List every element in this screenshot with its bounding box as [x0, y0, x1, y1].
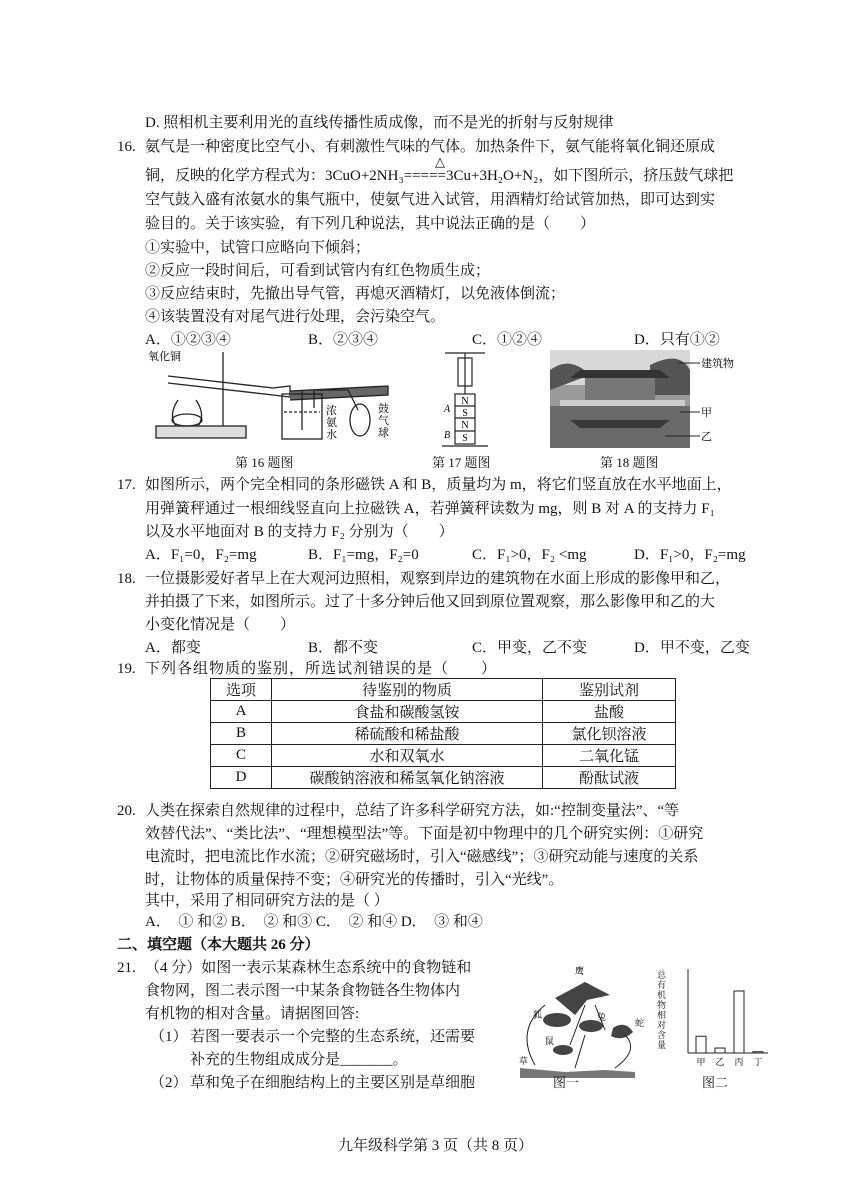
- table-header-cell: 选项: [211, 679, 272, 701]
- fig16-label-bulb-1: 鼓: [378, 403, 389, 415]
- bar-label-3: 丁: [753, 1057, 763, 1067]
- animal-rabbit: 兔: [597, 1012, 607, 1022]
- table-cell: 二氧化锰: [543, 745, 676, 767]
- magnet-pole-2: S: [462, 408, 468, 419]
- q17-line1: 如图所示，两个完全相同的条形磁铁 A 和 B，质量均为 m，将它们竖直放在水平地面上，: [145, 477, 732, 493]
- bar-label-2: 丙: [734, 1057, 744, 1067]
- q20-line2: 效替代法”、“类比法”、“理想模型法”等。下面是初中物理中的几个研究实例：①研究: [145, 826, 704, 842]
- table-cell: 水和双氧水: [272, 745, 543, 767]
- q16-statement-3: ③反应结束时，先撤出导气管，再熄灭酒精灯，以免液体倒流；: [145, 286, 566, 302]
- table-cell: B: [211, 723, 272, 745]
- table-row: [211, 723, 676, 745]
- q20-line3: 电流时，把电流比作水流；②研究磁场时，引入“磁感线”；③研究动能与速度的关系: [145, 849, 699, 865]
- figure-17-caption: 第 17 题图: [432, 455, 491, 470]
- q20-line1: 人类在探索自然规律的过程中，总结了许多科学研究方法，如:“控制变量法”、“等: [145, 803, 680, 819]
- animal-fox: 狐: [533, 1010, 543, 1020]
- figure-16-apparatus: [148, 350, 398, 450]
- q18-option-d: D．甲不变，乙变: [634, 640, 750, 656]
- fig18-label-yi: 乙: [701, 431, 712, 443]
- q16-option-b: B．②③④: [308, 332, 379, 348]
- table-cell: 酚酞试液: [543, 767, 676, 789]
- table-cell: C: [211, 745, 272, 767]
- q19-table: [210, 678, 676, 789]
- fig16-label-bulb-3: 球: [378, 427, 389, 439]
- q20-line4: 时，让物体的质量保持不变；④研究光的传播时，引入“光线”。: [145, 872, 564, 888]
- q16-option-c: C．①②④: [472, 332, 543, 348]
- plant-grass: 草: [519, 1056, 529, 1066]
- q18-line2: 并拍摄了下来，如图所示。过了十多分钟后他又回到原位置观察，那么影像甲和乙的大: [145, 594, 716, 610]
- q18-line3: 小变化情况是（ ）: [145, 617, 296, 633]
- table-cell: 氯化钡溶液: [543, 723, 676, 745]
- magnet-pole-1: N: [461, 396, 469, 407]
- q16-option-d: D．只有①②: [634, 332, 720, 348]
- q21-line2: 食物网，图二表示图一中某条食物链各生物体内: [145, 983, 461, 999]
- fig18-label-building: 建筑物: [701, 358, 734, 370]
- figure-21-food-web: [515, 960, 660, 1090]
- table-header-row: [211, 679, 676, 701]
- q16-statement-2: ②反应一段时间后，可看到试管内有红色物质生成；: [145, 263, 491, 279]
- q16-line1: 氨气是一种密度比空气小、有刺激性气味的气体。加热条件下，氨气能将氧化铜还原成: [145, 139, 716, 155]
- animal-snake: 蛇: [635, 1018, 645, 1028]
- q21-part2-num: （2）: [150, 1075, 188, 1091]
- q16-line4: 验目的。关于该实验，有下列几种说法，其中说法正确的是（ ）: [145, 216, 596, 232]
- fig16-label-copper-oxide: 氧化铜: [148, 351, 181, 363]
- q18-option-c: C．甲变，乙不变: [472, 640, 588, 656]
- bar-label-1: 乙: [715, 1057, 725, 1067]
- figure-16-caption: 第 16 题图: [235, 455, 294, 470]
- bar-2: [734, 991, 744, 1053]
- q21-part1-line2: 补充的生物组成成分是_______。: [190, 1052, 408, 1068]
- table-cell: D: [211, 767, 272, 789]
- fig16-label-bulb-2: 气: [378, 415, 389, 427]
- fig16-label-concentrated: 浓: [326, 405, 337, 417]
- q21-line3: 有机物的相对含量。请据图回答:: [145, 1006, 360, 1022]
- q17-line3: 以及水平地面对 B 的支持力 F₂ 分别为（ ）: [145, 524, 454, 540]
- figure-18-photo: [550, 350, 740, 450]
- magnet-pole-3: N: [461, 420, 469, 431]
- q16-number: 16.: [117, 139, 136, 155]
- fig21-2-caption: 图二: [702, 1075, 729, 1090]
- q17-line2: 用弹簧秤通过一根细线竖直向上拉磁铁 A，若弹簧秤读数为 mg，则 B 对 A 的支持力 F₁: [145, 501, 715, 517]
- q21-part1-line1: 若图一要表示一个完整的生态系统，还需要: [190, 1029, 476, 1045]
- magnet-pole-4: S: [462, 433, 468, 444]
- animal-mouse: 鼠: [545, 1036, 555, 1046]
- fig16-label-ammonia: 氨: [326, 417, 337, 429]
- q17-option-d: D．F₁>0，F₂=mg: [634, 547, 746, 563]
- q19-number: 19.: [117, 661, 136, 677]
- bar-label-0: 甲: [696, 1057, 706, 1067]
- q17-option-a: A．F₁=0，F₂=mg: [145, 547, 257, 563]
- figure-18-caption: 第 18 题图: [600, 455, 659, 470]
- animal-eagle: 鹰: [575, 966, 585, 976]
- q21-number: 21.: [117, 960, 136, 976]
- table-cell: 盐酸: [543, 701, 676, 723]
- magnet-label-b: B: [444, 430, 451, 441]
- table-header-cell: 鉴别试剂: [543, 679, 676, 701]
- q20-line5: 其中，采用了相同研究方法的是（ ）: [145, 893, 389, 909]
- figure-17-magnets: [440, 350, 490, 450]
- q16-option-a: A．①②③④: [145, 332, 231, 348]
- q21-part1-num: （1）: [150, 1029, 188, 1045]
- heat-triangle: △: [435, 154, 445, 169]
- q16-line2: 铜，反映的化学方程式为：3CuO+2NH₃=====3Cu+3H₂O+N₂，如下图所示，挤压鼓气球把: [145, 168, 734, 184]
- q19-line1: 下列各组物质的鉴别，所选试剂错误的是（ ）: [145, 661, 498, 677]
- bar-0: [696, 1036, 706, 1053]
- table-cell: A: [211, 701, 272, 723]
- page-footer: 九年级科学第 3 页（共 8 页）: [338, 1138, 534, 1154]
- q15-option-d: D. 照相机主要利用光的直线传播性质成像，而不是光的折射与反射规律: [145, 115, 614, 131]
- q18-option-b: B．都不变: [308, 640, 379, 656]
- table-cell: 食盐和碳酸氢铵: [272, 701, 543, 723]
- q16-statement-1: ①实验中，试管口应略向下倾斜；: [145, 240, 371, 256]
- fig21-ylabel: 总有机物相对含量: [657, 970, 667, 1050]
- q21-part2-line1: 草和兔子在细胞结构上的主要区别是草细胞: [190, 1075, 476, 1091]
- table-row: [211, 767, 676, 789]
- bar-3: [753, 1052, 763, 1053]
- table-cell: 碳酸钠溶液和稀氢氧化钠溶液: [272, 767, 543, 789]
- bar-1: [715, 1048, 725, 1053]
- q17-option-c: C．F₁>0，F₂ <mg: [472, 547, 587, 563]
- magnet-label-a: A: [444, 404, 451, 415]
- q20-number: 20.: [117, 803, 136, 819]
- q18-option-a: A．都变: [145, 640, 201, 656]
- figure-21-bar-chart: [670, 965, 770, 1070]
- fig16-label-water: 水: [326, 429, 337, 441]
- table-row: [211, 701, 676, 723]
- q18-line1: 一位摄影爱好者早上在大观河边照相，观察到岸边的建筑物在水面上形成的影像甲和乙，: [145, 571, 731, 587]
- table-header-cell: 待鉴别的物质: [272, 679, 543, 701]
- q17-number: 17.: [117, 477, 136, 493]
- q20-options: A． ① 和② B． ② 和③ C． ② 和④ D． ③ 和④: [145, 914, 483, 930]
- q18-number: 18.: [117, 571, 136, 587]
- q16-line3: 空气鼓入盛有浓氨水的集气瓶中，使氨气进入试管，用酒精灯给试管加热，即可达到实: [145, 192, 716, 208]
- fig18-label-jia: 甲: [701, 407, 712, 419]
- section-2-heading: 二、填空题（本大题共 26 分）: [117, 937, 320, 953]
- q16-statement-4: ④该装置没有对尾气进行处理，会污染空气。: [145, 309, 446, 325]
- table-row: [211, 745, 676, 767]
- table-cell: 稀硫酸和稀盐酸: [272, 723, 543, 745]
- fig21-1-caption: 图一: [553, 1075, 580, 1090]
- q21-line1: （4 分）如图一表示某森林生态系统中的食物链和: [145, 960, 472, 976]
- q17-option-b: B．F₁=mg，F₂=0: [308, 547, 419, 563]
